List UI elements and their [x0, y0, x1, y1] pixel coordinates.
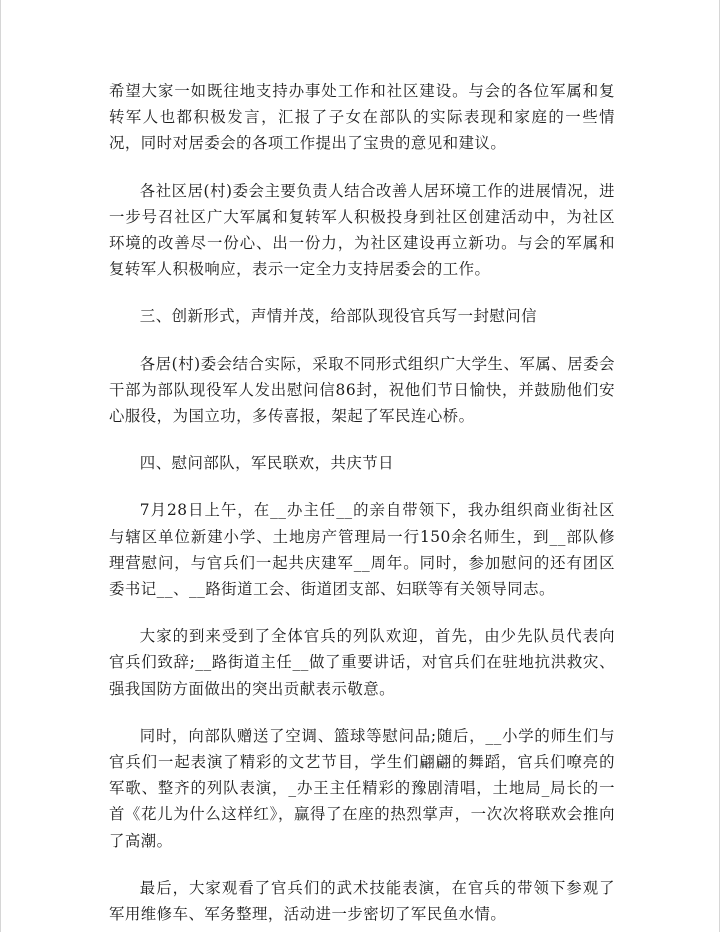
paragraph-8: 同时，向部队赠送了空调、篮球等慰问品;随后，__小学的师生们与官兵们一起表演了精彩的文艺节目，学生们翩翩的舞蹈，官兵们嘹亮的军歌、整齐的列队表演，_办王主任精彩的豫剧清唱，土地局_局长的一首《花儿为什么这样红》，赢得了在座的热烈掌声，一次次将联欢会推向了高潮。 — [109, 726, 615, 850]
document-body — [109, 78, 615, 948]
section-heading-3: 三、创新形式，声情并茂，给部队现役官兵写一封慰问信 — [139, 307, 538, 326]
paragraph-9: 最后，大家观看了官兵们的武术技能表演，在官兵的带领下参观了军用维修车、军务整理，活动进一步密切了军民鱼水情。 — [109, 878, 615, 924]
paragraph-6: 7月28日上午，在__办主任__的亲自带领下，我办组织商业街社区与辖区单位新建小学、土地房产管理局一行150余名师生，到__部队修理营慰问，与官兵们一起共庆建军__周年。同时，参加慰问的还有团区委书记__、__路街道工会、街道团支部、妇联等有关领导同志。 — [109, 501, 615, 599]
section-heading-4: 四、慰问部队，军民联欢，共庆节日 — [139, 454, 395, 473]
paragraph-7: 大家的到来受到了全体官兵的列队欢迎，首先，由少先队员代表向官兵们致辞;__路街道主任__做了重要讲话，对官兵们在驻地抗洪救灾、强我国防方面做出的突出贡献表示敬意。 — [109, 627, 615, 698]
paragraph-1: 希望大家一如既往地支持办事处工作和社区建设。与会的各位军属和复转军人也都积极发言，汇报了子女在部队的实际表现和家庭的一些情况，同时对居委会的各项工作提出了宝贵的意见和建议。 — [109, 82, 615, 153]
paragraph-4: 各居(村)委会结合实际，采取不同形式组织广大学生、军属、居委会干部为部队现役军人发出慰问信86封，祝他们节日愉快，并鼓励他们安心服役，为国立功，多传喜报，架起了军民连心桥。 — [109, 354, 615, 426]
paragraph-2: 各社区居(村)委会主要负责人结合改善人居环境工作的进展情况，进一步号召社区广大军属和复转军人积极投身到社区创建活动中，为社区环境的改善尽一份心、出一份力，为社区建设再立新功。与会的军属和复转军人积极响应，表示一定全力支持居委会的工作。 — [109, 181, 615, 279]
